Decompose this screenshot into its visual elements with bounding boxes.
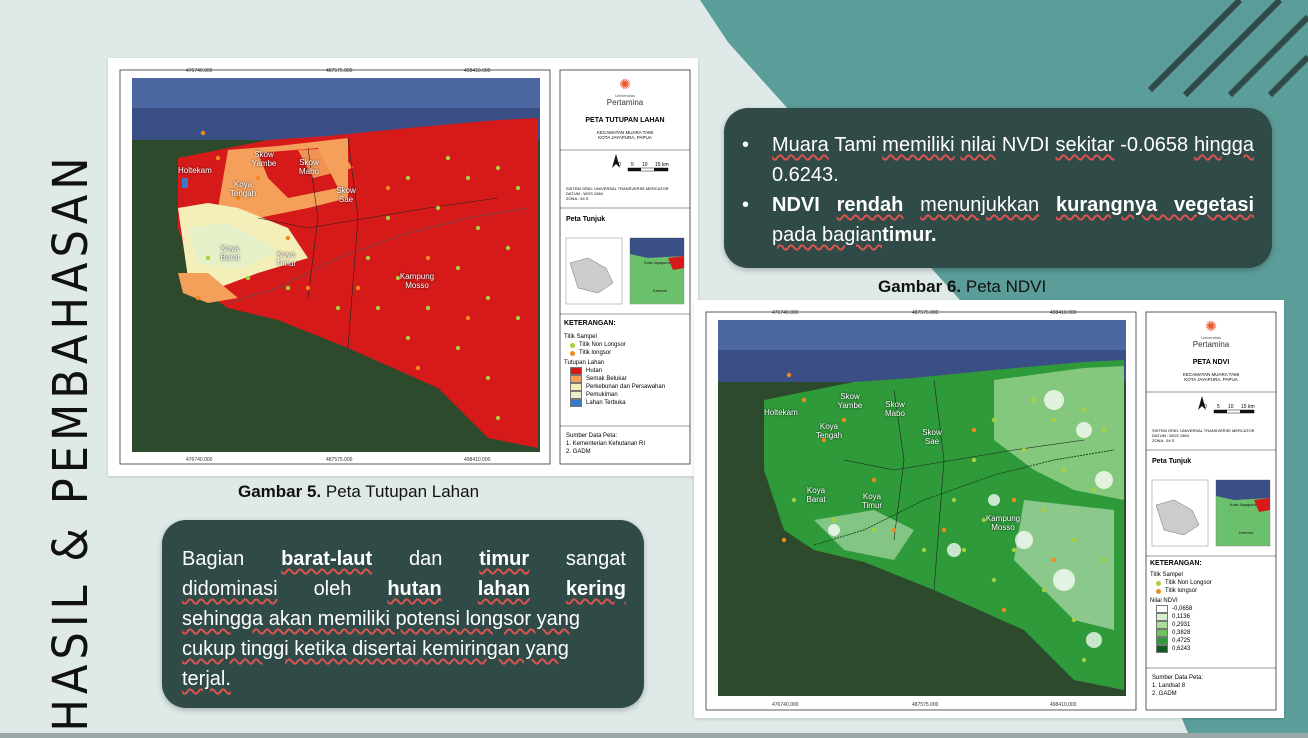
map1-landcover-title: Tutupan Lahan (564, 360, 605, 366)
place-koya-tengah: Koya Tengah (815, 422, 843, 440)
map1-title: PETA TUTUPAN LAHAN (585, 117, 665, 124)
legend-longsor: Titik longsor (570, 349, 688, 357)
map1-sample-title: Titik Sampel (564, 334, 597, 340)
map1-grid-info: SISTEM GRID: UNIVERSAL TRANSVERSE MERCATOR DATUM : WGS 1984 ZONA : 54 S (566, 186, 669, 201)
legend-lahan-terbuka: Lahan Terbuka (570, 399, 688, 407)
map1-inset-title: Peta Tunjuk (566, 216, 606, 223)
line-1: Bagian barat-laut dan timur sangat (182, 548, 626, 570)
place-skow-mabo: Skow Mabo (884, 400, 905, 418)
coord-bottom-3: 498410.000 (1050, 702, 1077, 708)
legend-non-longsor: Titik Non Longsor (570, 341, 688, 349)
bullet-icon: • (742, 194, 750, 216)
legend-ndvi-2: 0,1136 (1156, 613, 1274, 621)
logo-icon: ✺ (1205, 318, 1217, 334)
map1-subtitle1: KECAMATAN MUARA TAMI (596, 130, 654, 135)
map1-subtitle2: KOTA JAYAPURA, PAPUA (598, 135, 652, 140)
coord-top-2: 487575.000 (326, 68, 353, 74)
place-koya-barat: Koya Barat (806, 486, 826, 504)
legend-non-longsor: Titik Non Longsor (1156, 579, 1274, 587)
map1-title-block (560, 76, 690, 140)
coord-top-1: 476740.000 (772, 310, 799, 316)
map1-inset-label-jayapura: Kota Jayapura (644, 260, 670, 265)
legend-semak: Semak Belukar (570, 375, 688, 383)
coord-bottom-2: 487575.000 (912, 702, 939, 708)
legend-ndvi-5: 0,4725 (1156, 637, 1274, 645)
side-title (26, 152, 116, 732)
legend-ndvi-3: 0,2931 (1156, 621, 1274, 629)
place-skow-yambe: Skow Yambe (251, 150, 277, 168)
map2-sample-title: Titik Sampel (1150, 572, 1183, 578)
logo-icon: ✺ (619, 76, 631, 92)
coord-bottom-2: 487575.000 (326, 457, 353, 463)
caption-gambar-6: Gambar 6. Peta NDVI (878, 277, 1047, 296)
place-kampung-mosso: Kampung Mosso (399, 272, 435, 290)
map2-ndvi-title: Nilai NDVI (1150, 598, 1178, 604)
map1-inset-label-keerom: Keerom (653, 288, 668, 293)
logo-text: Pertamina (1192, 340, 1230, 349)
line-3: sehingga akan memiliki potensi longsor yang (182, 608, 581, 630)
map1-source: Sumber Data Peta: 1. Kementerian Kehutanan RI 2. GADM (566, 433, 646, 455)
map2-inset-label-jayapura: Kota Jayapura (1230, 502, 1256, 507)
line-4: cukup tinggi ketika disertai kemiringan yang (182, 638, 569, 660)
map2-source: Sumber Data Peta: 1. Landsat 8 2. GADM (1152, 675, 1204, 697)
line-2: didominasi oleh hutan lahan kering (182, 578, 626, 600)
bullet-2-text: NDVI rendah menunjukkan kurangnya vegetasi pada bagiantimur. (772, 194, 1255, 246)
map2-legend (1150, 560, 1274, 653)
map2-inset-label-keerom: Keerom (1239, 530, 1254, 535)
map1-legend (564, 320, 688, 407)
place-skow-yambe: Skow Yambe (837, 392, 863, 410)
coord-top-3: 498410.000 (464, 68, 491, 74)
map-ndvi-panel: 476740.000 487575.000 498410.000 476740.000 487575.000 498410.000 Holtekam Skow Yambe Skow Mabo Koya Tengah Skow Sae Koya Barat Koya Timur Kampung Mosso ✺ Universitas Pertamina PETA NDVI KECAMATAN MUARA TAMI KOTA JAYAPURA, PAPUA 0 5 10 15 km SISTEM GRID: UNIVERSAL TRANSVERSE MERCATOR DATUM : WGS 1984 ZONA : 54 S Peta Tunjuk Kota Jayapura Keerom KETERANGAN: Titik Sampel Titik Non Longsor Titik longsor Nilai NDVI -0,0658 0,1136 0,2931 0,3828 0,4725 0,6243 Sumber Data Peta: 1. Landsat 8 2. GADM (694, 300, 1284, 718)
legend-ndvi-4: 0,3828 (1156, 629, 1274, 637)
map1-legend-title: KETERANGAN: (564, 320, 616, 327)
landcover-summary-text (182, 544, 626, 694)
bullet-1-text: Muara Tami memiliki nilai NVDI sekitar -0.0658 hingga 0.6243. (772, 134, 1254, 186)
ndvi-summary-bubble (724, 108, 1272, 268)
place-koya-timur: Koya Timur (275, 250, 297, 268)
bullet-icon: • (742, 134, 750, 156)
map2-inset-title: Peta Tunjuk (1152, 458, 1192, 465)
coord-top-3: 498410.000 (1050, 310, 1077, 316)
landcover-summary-bubble (162, 520, 644, 708)
place-kampung-mosso: Kampung Mosso (985, 514, 1021, 532)
legend-pemukiman: Pemukiman (570, 391, 688, 399)
legend-hutan: Hutan (570, 367, 688, 375)
legend-ndvi-1: -0,0658 (1156, 605, 1274, 613)
coord-top-1: 476740.000 (186, 68, 213, 74)
logo-small: Universitas (615, 93, 635, 98)
map2-subtitle1: KECAMATAN MUARA TAMI (1182, 372, 1240, 377)
map2-title-block (1146, 318, 1276, 382)
coord-top-2: 487575.000 (912, 310, 939, 316)
legend-ndvi-6: 0,6243 (1156, 645, 1274, 653)
side-title-text: HASIL & PEMBAHASAN (43, 152, 99, 732)
place-skow-mabo: Skow Mabo (298, 158, 319, 176)
map2-grid-info: SISTEM GRID: UNIVERSAL TRANSVERSE MERCATOR DATUM : WGS 1984 ZONA : 54 S (1152, 428, 1255, 443)
coord-bottom-1: 476740.000 (772, 702, 799, 708)
place-koya-timur: Koya Timur (861, 492, 883, 510)
bullet-2 (742, 190, 1254, 250)
legend-perkebunan: Perkebunan dan Persawahan (570, 383, 688, 391)
logo-text: Pertamina (606, 98, 644, 107)
caption-gambar-5: Gambar 5. Peta Tutupan Lahan (238, 482, 480, 501)
map2-subtitle2: KOTA JAYAPURA, PAPUA (1184, 377, 1238, 382)
place-skow-sae: Skow Sae (336, 186, 356, 204)
legend-longsor: Titik longsor (1156, 587, 1274, 595)
coord-bottom-3: 498410.000 (464, 457, 491, 463)
map2-title: PETA NDVI (1192, 359, 1230, 366)
place-koya-barat: Koya Barat (220, 244, 240, 262)
line-5: terjal. (182, 668, 231, 690)
logo-small: Universitas (1201, 335, 1221, 340)
place-holtekam: Holtekam (764, 408, 798, 417)
map-tutupan-lahan-panel: 476740.000 487575.000 498410.000 476740.000 487575.000 498410.000 Holtekam Skow Yambe Skow Mabo Koya Tengah Skow Sae Koya Barat Koya Timur Kampung Mosso ✺ Universitas Pertamina PETA TUTUPAN LAHAN KECAMATAN MUARA TAMI KOTA JAYAPURA, PAPUA 0 5 10 15 km SISTEM GRID: UNIVERSAL TRANSVERSE MERCATOR DATUM : WGS 1984 ZONA : 54 S Peta Tunjuk Kota Jayapura Keerom KETERANGAN: Titik Sampel Titik Non Longsor Titik longsor Tutupan Lahan Hutan Semak Belukar Perkebunan dan Persawahan Pemukiman Lahan Terbuka Sumber Data Peta: 1. Kementerian Kehutanan RI 2. GADM (108, 58, 698, 476)
coord-bottom-1: 476740.000 (186, 457, 213, 463)
ndvi-summary-text (742, 130, 1254, 250)
map2-legend-title: KETERANGAN: (1150, 560, 1202, 567)
place-holtekam: Holtekam (178, 166, 212, 175)
place-skow-sae: Skow Sae (922, 428, 942, 446)
bullet-1 (742, 130, 1254, 190)
place-koya-tengah: Koya Tengah (229, 180, 257, 198)
